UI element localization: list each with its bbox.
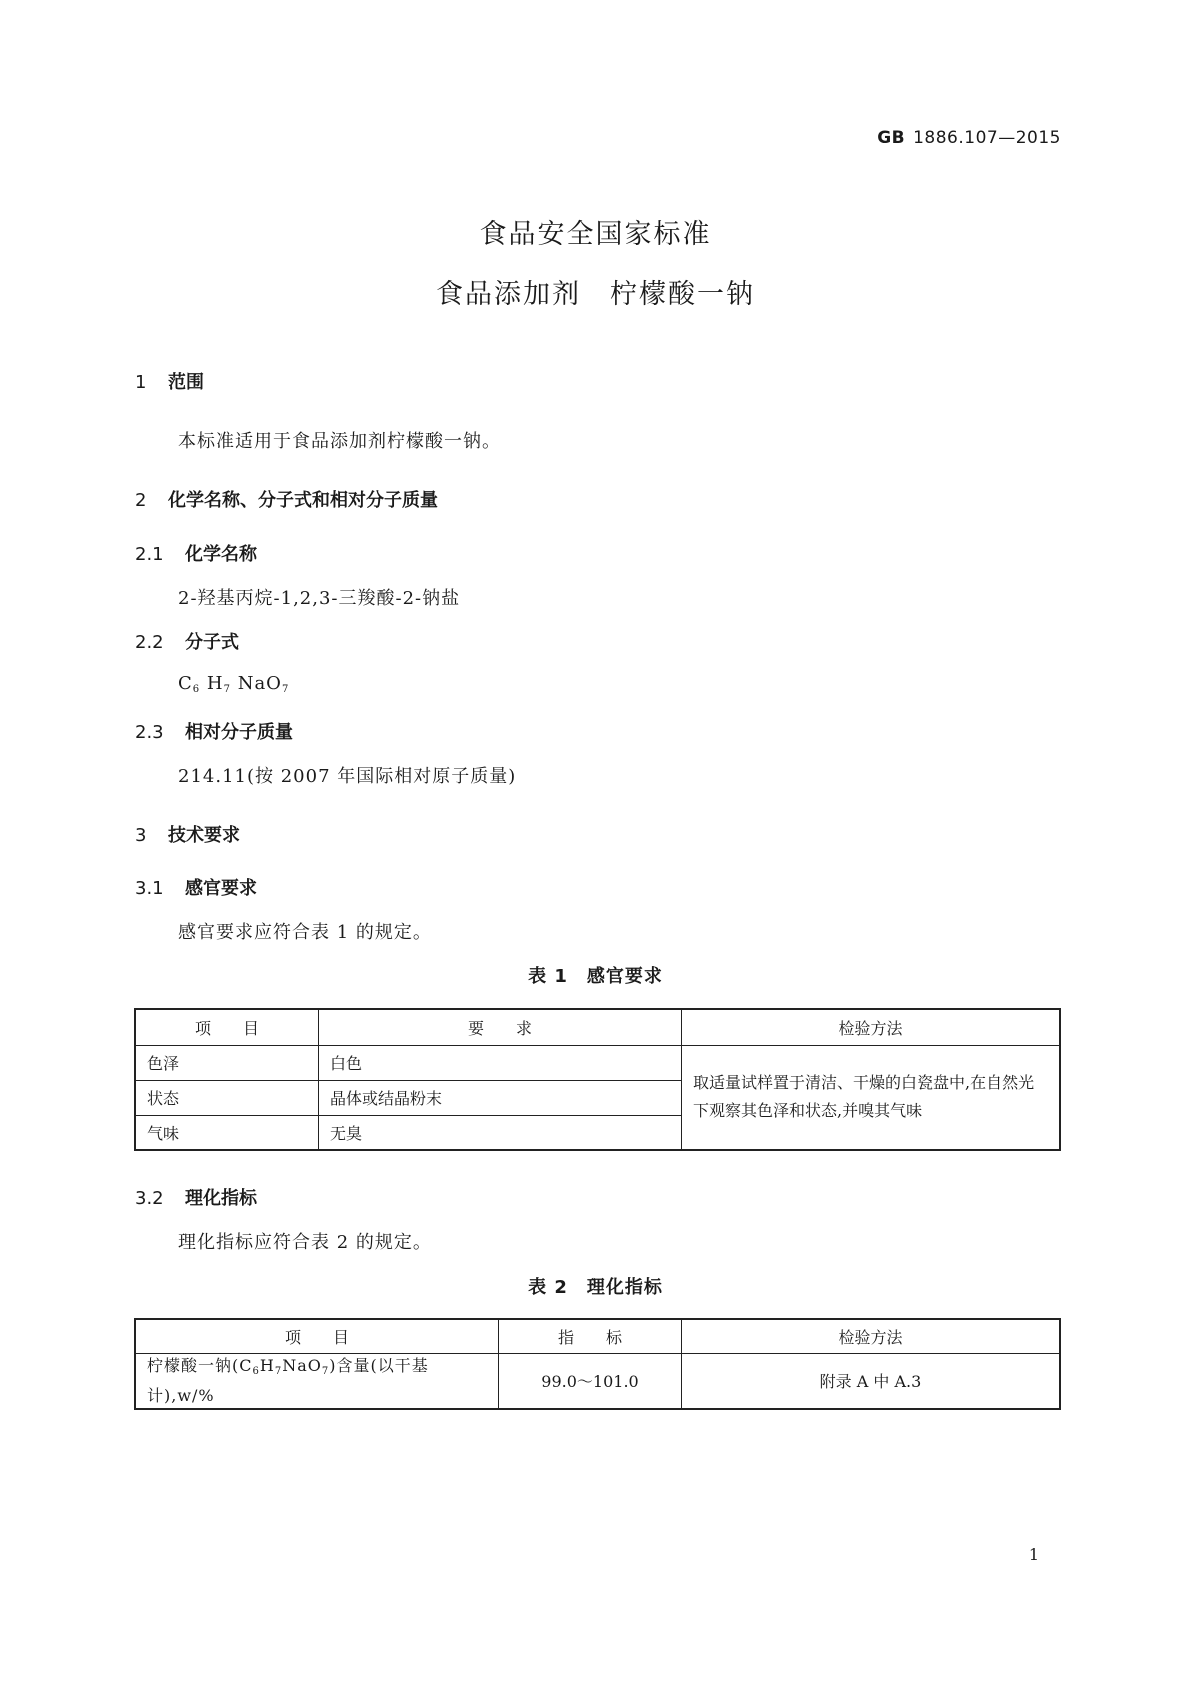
page-number: 1 — [1028, 1545, 1039, 1564]
standard-prefix: GB — [877, 128, 906, 148]
section-3-2-heading: 3.2 理化指标 — [135, 1188, 257, 1209]
table-1-header-method: 检验方法 — [682, 1009, 1061, 1045]
section-1-text: 本标准适用于食品添加剂柠檬酸一钠。 — [178, 431, 501, 452]
table-1-cell-item: 色泽 — [135, 1045, 319, 1080]
section-2-heading: 2 化学名称、分子式和相对分子质量 — [135, 490, 438, 511]
table-2-header-item: 项 目 — [135, 1319, 499, 1353]
standard-code — [877, 128, 1061, 148]
table-2-cell-value: 99.0～101.0 — [499, 1353, 682, 1409]
table-1-header-row — [135, 1009, 1060, 1045]
section-3-heading: 3 技术要求 — [135, 825, 240, 846]
table-2 — [134, 1318, 1061, 1410]
table-row — [135, 1045, 1060, 1080]
document-title-line1: 食品安全国家标准 — [479, 219, 712, 250]
table-2-caption: 表 2 理化指标 — [528, 1277, 663, 1298]
molecular-formula: $C_6$ $H_7$ NaO$_7$ — [178, 673, 290, 695]
molecular-mass: 214.11(按 2007 年国际相对原子质量) — [178, 766, 517, 787]
table-1-cell-requirement: 无臭 — [319, 1115, 682, 1150]
table-2-header-value: 指 标 — [499, 1319, 682, 1353]
table-2-cell-method: 附录 A 中 A.3 — [682, 1353, 1061, 1409]
section-2-3-heading: 2.3 相对分子质量 — [135, 722, 293, 743]
table-1-header-requirement: 要 求 — [319, 1009, 682, 1045]
section-2-2-heading: 2.2 分子式 — [135, 632, 239, 653]
table-2-header-method: 检验方法 — [682, 1319, 1061, 1353]
section-3-1-heading: 3.1 感官要求 — [135, 878, 257, 899]
section-3-1-text: 感官要求应符合表 1 的规定。 — [178, 922, 432, 943]
table-1-cell-method: 取适量试样置于清洁、干燥的白瓷盘中,在自然光下观察其色泽和状态,并嗅其气味 — [682, 1045, 1061, 1150]
section-2-1-heading: 2.1 化学名称 — [135, 544, 257, 565]
table-1-cell-requirement: 白色 — [319, 1045, 682, 1080]
table-2-cell-item: 柠檬酸一钠$(C_6H_7NaO_7)$含量(以干基计),w/% — [135, 1353, 499, 1409]
chemical-name: 2-羟基丙烷-1,2,3-三羧酸-2-钠盐 — [178, 588, 461, 609]
table-row — [135, 1353, 1060, 1409]
table-1-cell-requirement: 晶体或结晶粉末 — [319, 1080, 682, 1115]
section-1-heading: 1 范围 — [135, 372, 204, 393]
section-3-2-text: 理化指标应符合表 2 的规定。 — [178, 1232, 432, 1253]
table-1-header-item: 项 目 — [135, 1009, 319, 1045]
table-1-cell-item: 状态 — [135, 1080, 319, 1115]
table-1 — [134, 1008, 1061, 1151]
table-2-header-row — [135, 1319, 1060, 1353]
table-1-caption: 表 1 感官要求 — [528, 966, 663, 987]
document-title-line2: 食品添加剂 柠檬酸一钠 — [436, 279, 755, 310]
standard-number: 1886.107—2015 — [913, 128, 1061, 148]
table-1-cell-item: 气味 — [135, 1115, 319, 1150]
